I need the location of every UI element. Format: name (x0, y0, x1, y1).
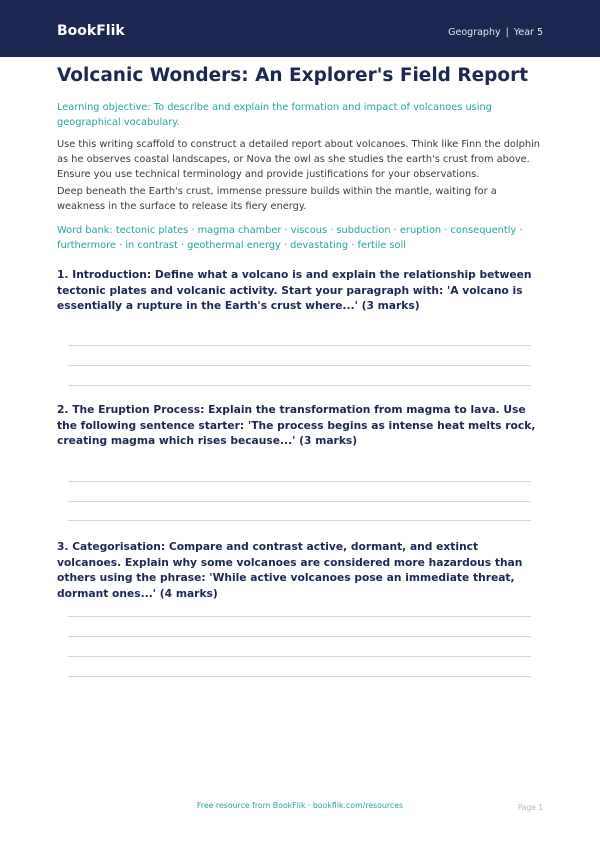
answer-line[interactable] (68, 520, 531, 521)
intro-paragraph: Use this writing scaffold to construct a detailed report about volcanoes. Think like Finn the dolphin as he observes coastal landscapes, or Nova the owl as she studies the earth's crust from above. Ensure you use technical terminology and provide justifications for your observations. (57, 139, 541, 180)
footer-resource-link[interactable]: Free resource from BookFlik · bookflik.com/resources (196, 801, 404, 810)
question-3: 3. Categorisation: Compare and contrast active, dormant, and extinct volcanoes. Explain why some volcanoes are considered more hazardous than others using the phrase: 'While active volcanoes pose an immediate threat, dormant ones...' (4 marks) (57, 540, 523, 600)
answer-line[interactable] (68, 676, 531, 677)
page-title: Volcanic Wonders: An Explorer's Field Report (57, 65, 529, 86)
answer-line[interactable] (68, 385, 531, 386)
page-number: Page 1 (517, 803, 543, 812)
answer-line[interactable] (68, 656, 531, 657)
subject-year-label (448, 27, 543, 38)
year-label: Year 5 (513, 27, 543, 38)
learning-objective: Learning objective: To describe and explain the formation and impact of volcanoes using geographical vocabulary. (57, 102, 492, 128)
question-1: 1. Introduction: Define what a volcano is and explain the relationship between tectonic plates and volcanic activity. Start your paragraph with: 'A volcano is essentially a rupture in the Earth's crust where...' (3 marks) (57, 268, 532, 312)
answer-line[interactable] (68, 501, 531, 502)
question-2: 2. The Eruption Process: Explain the transformation from magma to lava. Use the following sentence starter: 'The process begins as intense heat melts rock, creating magma which rises because...' (3 marks) (57, 403, 536, 447)
page-header (0, 0, 600, 57)
answer-line[interactable] (68, 636, 531, 637)
subject-label: Geography (448, 27, 501, 38)
hook-paragraph: Deep beneath the Earth's crust, immense pressure builds within the mantle, waiting for a weakness in the surface to release its fiery energy. (57, 186, 497, 212)
answer-line[interactable] (68, 345, 531, 346)
brand-logo-text: BookFlik (57, 23, 125, 39)
answer-line[interactable] (68, 481, 531, 482)
answer-line[interactable] (68, 365, 531, 366)
answer-line[interactable] (68, 616, 531, 617)
meta-separator: | (505, 27, 509, 38)
word-bank: Word bank: tectonic plates · magma chamber · viscous · subduction · eruption · consequently · furthermore · in contrast · geothermal energy · devastating · fertile soil (57, 225, 523, 251)
